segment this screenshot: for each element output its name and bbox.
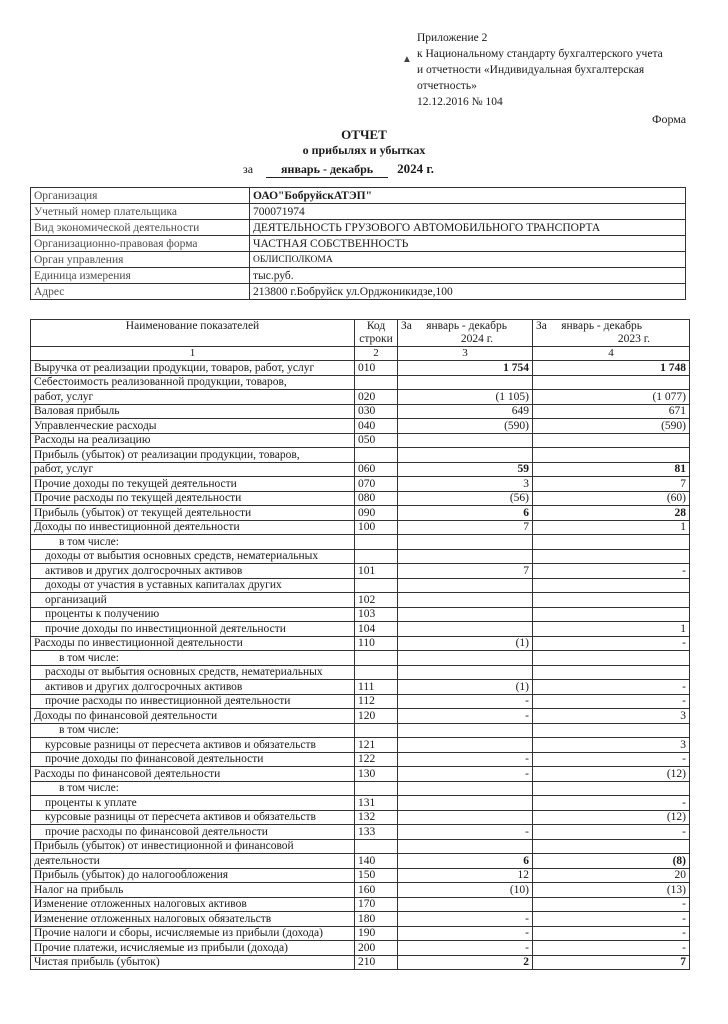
table-row <box>31 680 690 695</box>
header-col4-line1: За январь - декабрь <box>536 320 642 332</box>
value-2023: - <box>533 564 690 579</box>
value-2024 <box>398 375 533 390</box>
value-2024: - <box>398 926 533 941</box>
table-row <box>31 839 690 854</box>
value-2023: 3 <box>533 738 690 753</box>
value-2023: 81 <box>533 462 690 477</box>
table-row <box>31 477 690 492</box>
value-2024: (1 105) <box>398 390 533 405</box>
line-code: 131 <box>355 796 398 811</box>
value-2024: - <box>398 694 533 709</box>
table-row <box>31 955 690 970</box>
value-2024: 6 <box>398 506 533 521</box>
line-code <box>355 781 398 796</box>
value-2023: - <box>533 752 690 767</box>
line-code: 132 <box>355 810 398 825</box>
value-2024: 7 <box>398 520 533 535</box>
appendix-line-3: и отчетности «Индивидуальная бухгалтерская <box>417 64 645 76</box>
appendix-line-2: к Национальному стандарту бухгалтерского учета <box>417 48 663 60</box>
value-2024 <box>398 607 533 622</box>
info-value: ЧАСТНАЯ СОБСТВЕННОСТЬ <box>250 236 686 252</box>
column-number: 2 <box>355 347 398 361</box>
value-2024 <box>398 433 533 448</box>
value-2023: (8) <box>533 854 690 869</box>
table-row <box>31 622 690 637</box>
indicator-name: Доходы по финансовой деятельности <box>31 709 355 724</box>
value-2023: 28 <box>533 506 690 521</box>
header-col1-text: Наименование показателей <box>125 320 260 332</box>
indicator-name: Расходы по финансовой деятельности <box>31 767 355 782</box>
table-row <box>31 390 690 405</box>
table-row <box>31 781 690 796</box>
table-row <box>31 433 690 448</box>
value-2024: (56) <box>398 491 533 506</box>
value-2024: - <box>398 752 533 767</box>
value-2023: 1 748 <box>533 361 690 376</box>
line-code: 100 <box>355 520 398 535</box>
column-number: 3 <box>398 347 533 361</box>
table-row <box>31 636 690 651</box>
value-2024: 649 <box>398 404 533 419</box>
table-row <box>31 593 690 608</box>
indicator-name: прочие расходы по инвестиционной деятельности <box>31 694 355 709</box>
value-2024 <box>398 578 533 593</box>
indicator-name: Расходы на реализацию <box>31 433 355 448</box>
value-2023 <box>533 607 690 622</box>
table-row <box>31 651 690 666</box>
info-row <box>31 204 686 220</box>
indicator-name: работ, услуг <box>31 462 355 477</box>
table-row <box>31 825 690 840</box>
line-code: 111 <box>355 680 398 695</box>
value-2024: - <box>398 767 533 782</box>
value-2024 <box>398 549 533 564</box>
info-value: 700071974 <box>250 204 686 220</box>
indicator-name: Расходы по инвестиционной деятельности <box>31 636 355 651</box>
value-2023: 671 <box>533 404 690 419</box>
indicator-name: Изменение отложенных налоговых активов <box>31 897 355 912</box>
line-code: 020 <box>355 390 398 405</box>
value-2023: (1 077) <box>533 390 690 405</box>
table-row <box>31 375 690 390</box>
line-code: 150 <box>355 868 398 883</box>
info-row <box>31 268 686 284</box>
line-code <box>355 549 398 564</box>
table-row <box>31 419 690 434</box>
value-2024: 3 <box>398 477 533 492</box>
line-code: 130 <box>355 767 398 782</box>
info-value: тыс.руб. <box>250 268 686 284</box>
value-2023: 7 <box>533 955 690 970</box>
line-code: 200 <box>355 941 398 956</box>
value-2024: - <box>398 709 533 724</box>
line-code <box>355 839 398 854</box>
indicator-name: доходы от участия в уставных капиталах других <box>31 578 355 593</box>
info-row <box>31 284 686 300</box>
value-2023: 1 <box>533 520 690 535</box>
value-2023: 3 <box>533 709 690 724</box>
info-value: ОБЛИСПОЛКОМА <box>250 252 686 268</box>
table-row <box>31 738 690 753</box>
header-col3-line1: За январь - декабрь <box>401 320 507 332</box>
indicator-name: Прибыль (убыток) от текущей деятельности <box>31 506 355 521</box>
indicator-name: доходы от выбытия основных средств, нематериальных <box>31 549 355 564</box>
indicator-name: в том числе: <box>31 781 355 796</box>
indicator-name: в том числе: <box>31 535 355 550</box>
value-2023: - <box>533 796 690 811</box>
table-row <box>31 868 690 883</box>
table-row <box>31 361 690 376</box>
value-2024 <box>398 810 533 825</box>
value-2024 <box>398 651 533 666</box>
table-row <box>31 535 690 550</box>
value-2023 <box>533 549 690 564</box>
indicator-name: активов и других долгосрочных активов <box>31 564 355 579</box>
value-2023 <box>533 723 690 738</box>
table-row <box>31 506 690 521</box>
indicator-name: курсовые разницы от пересчета активов и обязательств <box>31 810 355 825</box>
indicator-name: активов и других долгосрочных активов <box>31 680 355 695</box>
indicator-name: Прочие платежи, исчисляемые из прибыли (дохода) <box>31 941 355 956</box>
table-row <box>31 520 690 535</box>
value-2023: 1 <box>533 622 690 637</box>
header-col2-line2: строки <box>359 333 393 345</box>
column-number: 1 <box>31 347 355 361</box>
table-row <box>31 694 690 709</box>
table-row <box>31 854 690 869</box>
header-col2-line1: Код <box>366 320 386 332</box>
table-row <box>31 564 690 579</box>
table-row <box>31 665 690 680</box>
line-code <box>355 665 398 680</box>
report-subtitle: о прибылях и убытках <box>302 143 426 157</box>
table-row <box>31 549 690 564</box>
line-code <box>355 578 398 593</box>
value-2024 <box>398 781 533 796</box>
table-row <box>31 723 690 738</box>
indicator-name: Валовая прибыль <box>31 404 355 419</box>
indicator-name: Прибыль (убыток) от инвестиционной и финансовой <box>31 839 355 854</box>
value-2023 <box>533 839 690 854</box>
table-row <box>31 912 690 927</box>
line-code: 190 <box>355 926 398 941</box>
indicator-name: прочие доходы по инвестиционной деятельности <box>31 622 355 637</box>
value-2024: 12 <box>398 868 533 883</box>
value-2023 <box>533 433 690 448</box>
value-2024: (1) <box>398 680 533 695</box>
info-row <box>31 220 686 236</box>
value-2024: (590) <box>398 419 533 434</box>
line-code: 140 <box>355 854 398 869</box>
value-2024: 1 754 <box>398 361 533 376</box>
appendix-line-1: Приложение 2 <box>417 32 488 44</box>
value-2024 <box>398 535 533 550</box>
indicator-name: курсовые разницы от пересчета активов и обязательств <box>31 738 355 753</box>
line-code: 120 <box>355 709 398 724</box>
line-code: 090 <box>355 506 398 521</box>
header-col3-line2: 2024 г. <box>460 333 493 345</box>
line-code: 104 <box>355 622 398 637</box>
table-row <box>31 752 690 767</box>
info-label: Организационно-правовая форма <box>31 236 250 252</box>
value-2023: (60) <box>533 491 690 506</box>
value-2023: - <box>533 636 690 651</box>
value-2024 <box>398 665 533 680</box>
indicator-name: организаций <box>31 593 355 608</box>
indicator-name: проценты к уплате <box>31 796 355 811</box>
indicator-name: прочие доходы по финансовой деятельности <box>31 752 355 767</box>
value-2023 <box>533 651 690 666</box>
info-label: Орган управления <box>31 252 250 268</box>
organization-info-table <box>30 187 686 300</box>
info-label: Организация <box>31 188 250 204</box>
indicator-name: в том числе: <box>31 723 355 738</box>
value-2024: - <box>398 912 533 927</box>
table-row <box>31 897 690 912</box>
value-2024 <box>398 622 533 637</box>
header-col4-line2: 2023 г. <box>617 333 650 345</box>
line-code <box>355 448 398 463</box>
value-2023: - <box>533 897 690 912</box>
value-2023 <box>533 375 690 390</box>
table-row <box>31 462 690 477</box>
line-code <box>355 375 398 390</box>
indicator-name: Прочие налоги и сборы, исчисляемые из прибыли (дохода) <box>31 926 355 941</box>
line-code <box>355 651 398 666</box>
info-value: ОАО"БобруйскАТЭП" <box>250 188 686 204</box>
value-2023: - <box>533 926 690 941</box>
table-row <box>31 448 690 463</box>
line-code: 010 <box>355 361 398 376</box>
value-2023: - <box>533 694 690 709</box>
indicator-name: расходы от выбытия основных средств, нематериальных <box>31 665 355 680</box>
value-2024: 7 <box>398 564 533 579</box>
value-2024: - <box>398 825 533 840</box>
period-year: 2024 г. <box>397 161 435 176</box>
info-value: ДЕЯТЕЛЬНОСТЬ ГРУЗОВОГО АВТОМОБИЛЬНОГО ТРАНСПОРТА <box>250 220 686 236</box>
form-label: Форма <box>652 112 687 126</box>
header-current-period <box>398 320 533 347</box>
value-2024: 6 <box>398 854 533 869</box>
value-2023 <box>533 448 690 463</box>
indicator-name: Выручка от реализации продукции, товаров, работ, услуг <box>31 361 355 376</box>
indicator-name: Управленческие расходы <box>31 419 355 434</box>
table-row <box>31 767 690 782</box>
info-label: Адрес <box>31 284 250 300</box>
indicator-name: Себестоимость реализованной продукции, товаров, <box>31 375 355 390</box>
indicator-name: Прочие доходы по текущей деятельности <box>31 477 355 492</box>
value-2024 <box>398 897 533 912</box>
info-row <box>31 188 686 204</box>
value-2024: (10) <box>398 883 533 898</box>
header-indicator-name <box>31 320 355 347</box>
column-number: 4 <box>533 347 690 361</box>
value-2023 <box>533 593 690 608</box>
info-value: 213800 г.Бобруйск ул.Орджоникидзе,100 <box>250 284 686 300</box>
indicator-name: Прочие расходы по текущей деятельности <box>31 491 355 506</box>
indicator-name: Изменение отложенных налоговых обязательств <box>31 912 355 927</box>
value-2023: (12) <box>533 810 690 825</box>
value-2024 <box>398 796 533 811</box>
indicator-name: Налог на прибыль <box>31 883 355 898</box>
period-value: январь - декабрь <box>266 162 388 178</box>
line-code: 060 <box>355 462 398 477</box>
value-2023: - <box>533 941 690 956</box>
line-code: 122 <box>355 752 398 767</box>
value-2023: 7 <box>533 477 690 492</box>
table-row <box>31 607 690 622</box>
table-row <box>31 404 690 419</box>
info-label: Вид экономической деятельности <box>31 220 250 236</box>
line-code: 133 <box>355 825 398 840</box>
value-2024: 2 <box>398 955 533 970</box>
value-2023: - <box>533 825 690 840</box>
value-2024 <box>398 839 533 854</box>
indicator-name: Доходы по инвестиционной деятельности <box>31 520 355 535</box>
line-code: 102 <box>355 593 398 608</box>
value-2024: - <box>398 941 533 956</box>
line-code: 112 <box>355 694 398 709</box>
appendix-note <box>402 30 717 110</box>
line-code: 210 <box>355 955 398 970</box>
line-code <box>355 535 398 550</box>
line-code: 070 <box>355 477 398 492</box>
column-number-row <box>31 347 690 361</box>
table-row <box>31 491 690 506</box>
period-prefix: за <box>243 162 254 176</box>
value-2023: (590) <box>533 419 690 434</box>
value-2024 <box>398 738 533 753</box>
value-2023 <box>533 781 690 796</box>
indicator-name: прочие расходы по финансовой деятельности <box>31 825 355 840</box>
value-2023 <box>533 535 690 550</box>
header-line-code <box>355 320 398 347</box>
profit-loss-table <box>30 319 690 970</box>
value-2023 <box>533 578 690 593</box>
info-row <box>31 236 686 252</box>
value-2024 <box>398 448 533 463</box>
line-code: 080 <box>355 491 398 506</box>
indicator-name: Прибыль (убыток) от реализации продукции, товаров, <box>31 448 355 463</box>
indicator-name: работ, услуг <box>31 390 355 405</box>
scan-mark-icon: ▲ <box>402 54 412 65</box>
table-row <box>31 941 690 956</box>
value-2024: (1) <box>398 636 533 651</box>
value-2023: (12) <box>533 767 690 782</box>
indicator-name: Прибыль (убыток) до налогообложения <box>31 868 355 883</box>
appendix-line-5: 12.12.2016 № 104 <box>417 96 503 108</box>
line-code: 180 <box>355 912 398 927</box>
table-row <box>31 926 690 941</box>
indicator-name: Чистая прибыль (убыток) <box>31 955 355 970</box>
table-row <box>31 883 690 898</box>
report-period <box>243 161 434 178</box>
value-2024 <box>398 723 533 738</box>
line-code: 030 <box>355 404 398 419</box>
value-2023: - <box>533 912 690 927</box>
line-code: 103 <box>355 607 398 622</box>
line-code: 160 <box>355 883 398 898</box>
info-row <box>31 252 686 268</box>
report-title: ОТЧЕТ <box>341 127 387 142</box>
value-2023: (13) <box>533 883 690 898</box>
value-2024: 59 <box>398 462 533 477</box>
table-row <box>31 578 690 593</box>
header-previous-period <box>533 320 690 347</box>
table-header-row <box>31 320 690 347</box>
value-2023: 20 <box>533 868 690 883</box>
line-code: 121 <box>355 738 398 753</box>
indicator-name: деятельности <box>31 854 355 869</box>
line-code: 110 <box>355 636 398 651</box>
appendix-line-4: отчетность» <box>417 80 477 92</box>
line-code: 050 <box>355 433 398 448</box>
indicator-name: в том числе: <box>31 651 355 666</box>
value-2023: - <box>533 680 690 695</box>
indicator-name: проценты к получению <box>31 607 355 622</box>
table-row <box>31 796 690 811</box>
line-code: 170 <box>355 897 398 912</box>
table-row <box>31 709 690 724</box>
line-code <box>355 723 398 738</box>
line-code: 101 <box>355 564 398 579</box>
line-code: 040 <box>355 419 398 434</box>
value-2024 <box>398 593 533 608</box>
table-row <box>31 810 690 825</box>
info-label: Единица измерения <box>31 268 250 284</box>
value-2023 <box>533 665 690 680</box>
info-label: Учетный номер плательщика <box>31 204 250 220</box>
